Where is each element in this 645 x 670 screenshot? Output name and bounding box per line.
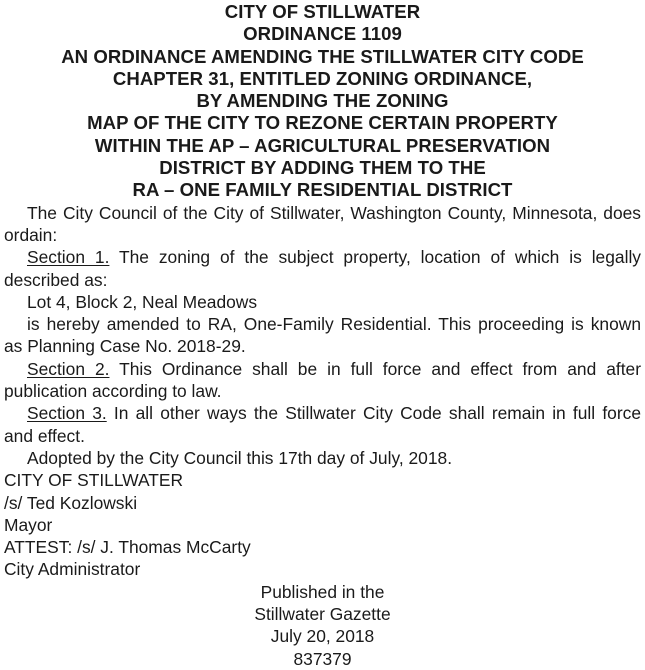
section-3-label: Section 3. <box>27 403 107 424</box>
section-3-text: In all other ways the Stillwater City Code shall remain in full force and effect. <box>4 403 642 446</box>
legal-description: Lot 4, Block 2, Neal Meadows <box>27 291 258 312</box>
public-notice <box>4 1 641 670</box>
section-1-text: The zoning of the subject property, location of which is legally described as: <box>4 247 641 290</box>
signature-city: CITY OF STILLWATER <box>4 470 184 491</box>
signature-block <box>4 469 641 580</box>
published-in-label: Published in the <box>260 581 385 602</box>
signature-signed-by: /s/ Ted Kozlowski <box>4 492 138 513</box>
section-2-paragraph <box>4 358 641 403</box>
header-title-line-2: CHAPTER 31, ENTITLED ZONING ORDINANCE, <box>112 67 533 89</box>
header-title-line-5: WITHIN THE AP – AGRICULTURAL PRESERVATION <box>94 134 551 156</box>
signature-title: Mayor <box>4 514 53 535</box>
header-title-line-4: MAP OF THE CITY TO REZONE CERTAIN PROPERTY <box>87 112 558 134</box>
header-title-line-7: RA – ONE FAMILY RESIDENTIAL DISTRICT <box>132 179 513 201</box>
publication-date: July 20, 2018 <box>270 626 375 647</box>
section-3-paragraph <box>4 402 641 447</box>
attest-line: ATTEST: /s/ J. Thomas McCarty <box>4 537 251 558</box>
section-2-label: Section 2. <box>27 358 110 379</box>
header-title-line-1: AN ORDINANCE AMENDING THE STILLWATER CITY CODE <box>61 45 584 67</box>
amendment-paragraph: is hereby amended to RA, One-Family Residential. This proceeding is known as Planning Case No. 2018-29. <box>4 314 641 357</box>
section-2-text: This Ordinance shall be in full force and effect from and after publication according to law. <box>4 358 642 402</box>
adoption-statement: Adopted by the City Council this 17th day of July, 2018. <box>27 447 453 468</box>
notice-header <box>4 1 641 202</box>
header-title-line-6: DISTRICT BY ADDING THEM TO THE <box>159 157 486 179</box>
publication-info <box>4 581 641 670</box>
attest-title: City Administrator <box>4 559 141 580</box>
header-title-line-3: BY AMENDING THE ZONING <box>196 90 449 112</box>
ad-number: 837379 <box>293 648 352 669</box>
newspaper-name: Stillwater Gazette <box>254 604 391 625</box>
header-ordinance-number: ORDINANCE 1109 <box>243 23 402 45</box>
section-1-paragraph <box>4 246 641 291</box>
header-city: CITY OF STILLWATER <box>224 1 421 22</box>
intro-paragraph: The City Council of the City of Stillwater, Washington County, Minnesota, does ordain: <box>4 202 641 245</box>
section-1-label: Section 1. <box>27 247 110 268</box>
